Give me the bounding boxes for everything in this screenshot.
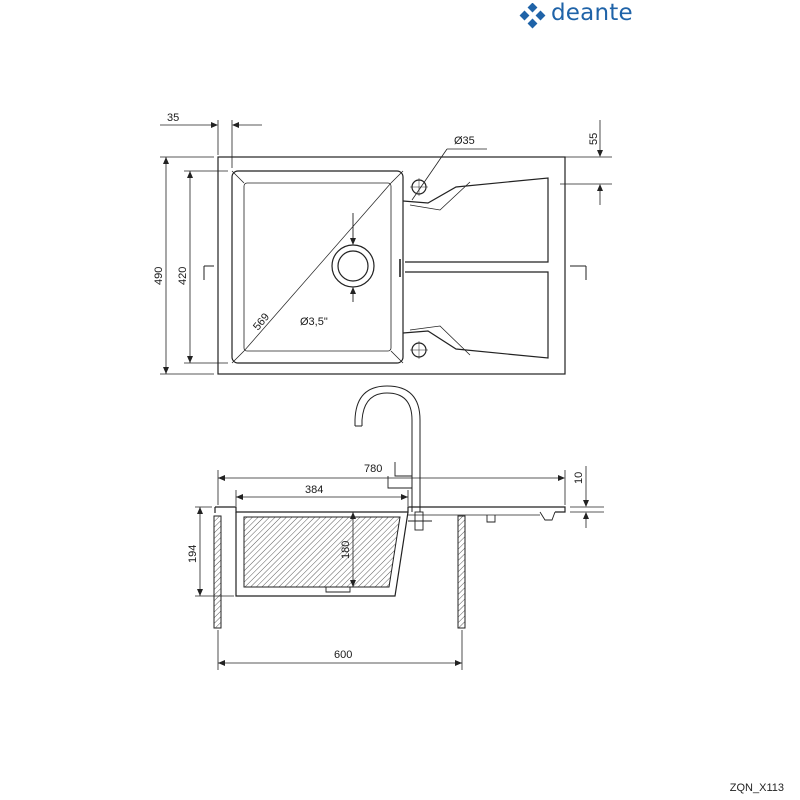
dim-569-label: 569 [251,311,273,333]
dim-35-label: 35 [167,112,180,124]
cabinet-wall-right [458,516,465,628]
dim-780-label: 780 [364,463,383,475]
dim-420-label: 420 [177,266,189,285]
dim-384-label: 384 [305,484,324,496]
dim-55-label: 55 [588,132,600,145]
side-view [195,386,604,670]
faucet [355,386,420,512]
sink-outline [218,157,565,374]
dim-10-label: 10 [573,471,585,484]
dim-490-label: 490 [153,266,165,285]
brand-name: deante [551,0,633,26]
dim-194-label: 194 [187,544,199,563]
top-view [160,120,612,374]
dim-180-label: 180 [340,540,352,559]
cabinet-wall-left [214,516,221,628]
sink-rim [215,507,565,512]
dim-drain-label: Ø3,5" [300,316,328,328]
product-code: ZQN_X113 [729,782,784,794]
dim-hole-label: Ø35 [454,135,475,147]
dim-600-label: 600 [334,649,353,661]
